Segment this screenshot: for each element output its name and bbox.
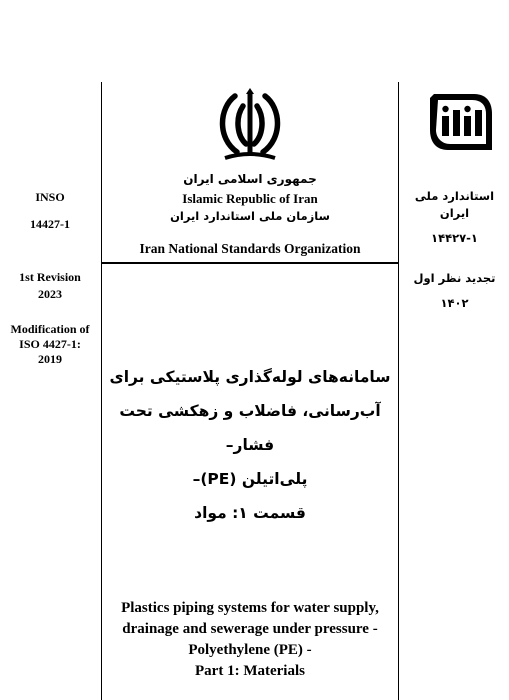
revision-fa-block — [400, 270, 509, 312]
header-fa-republic: جمهوری اسلامی ایران — [183, 172, 317, 186]
revision-label: 1st Revision — [19, 270, 81, 284]
header-fa-org: سازمان ملی استاندارد ایران — [170, 209, 330, 223]
revision-block — [0, 270, 100, 302]
title-fa-line-4: قسمت ۱: مواد — [194, 504, 306, 522]
standard-code: INSO — [35, 190, 65, 204]
title-fa — [102, 360, 398, 530]
header-en-org: Iran National Standards Organization — [139, 241, 361, 256]
modification-line-3: 2019 — [38, 352, 62, 366]
standard-number: 14427-1 — [30, 217, 70, 231]
revision-fa-label: تجدید نظر اول — [413, 271, 496, 285]
national-standard-label: استاندارد ملی ایران — [414, 189, 495, 220]
modification-line-1: Modification of — [10, 322, 90, 336]
header-en-republic: Islamic Republic of Iran — [182, 191, 318, 206]
right-divider — [398, 82, 399, 700]
title-en — [102, 598, 398, 682]
header-divider — [102, 262, 398, 264]
modification-line-2: ISO 4427-1: — [19, 337, 81, 351]
title-fa-line-3: پلی‌اتیلن (PE)– — [192, 470, 308, 488]
modification-block — [0, 322, 100, 367]
isiri-logo-icon — [428, 92, 494, 152]
title-fa-line-2: آب‌رسانی، فاضلاب و زهکشی تحت فشار– — [119, 402, 381, 454]
revision-fa-year: ۱۴۰۲ — [440, 296, 469, 310]
title-en-line-4: Part 1: Materials — [195, 663, 305, 679]
national-standard-block — [400, 188, 509, 247]
revision-year: 2023 — [38, 287, 62, 301]
national-standard-number: ۱۴۴۲۷-۱ — [431, 231, 478, 245]
iran-emblem-icon — [213, 86, 287, 164]
title-fa-line-1: سامانه‌های لوله‌گذاری پلاستیکی برای — [109, 368, 391, 386]
title-en-line-1: Plastics piping systems for water supply, — [121, 600, 379, 616]
title-en-line-3: Polyethylene (PE) - — [188, 642, 312, 658]
standard-code-block — [0, 190, 100, 232]
title-en-line-2: drainage and sewerage under pressure - — [122, 621, 378, 637]
